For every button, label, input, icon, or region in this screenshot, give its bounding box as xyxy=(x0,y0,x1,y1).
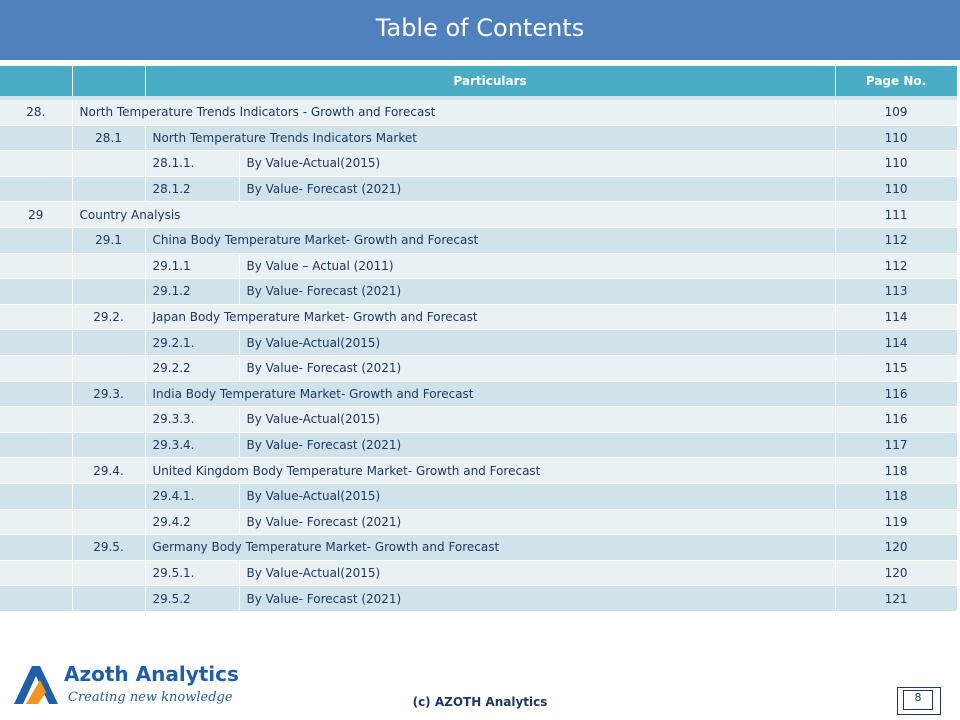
table-row xyxy=(0,407,957,433)
toc-subnumber-cell: 29.1 xyxy=(72,227,145,253)
toc-number-cell xyxy=(0,407,72,433)
toc-subnumber-cell: 29.4. xyxy=(72,458,145,484)
toc-page-cell: 112 xyxy=(835,227,957,253)
toc-title-cell: By Value-Actual(2015) xyxy=(239,330,835,356)
table-row xyxy=(0,151,957,177)
toc-number-cell xyxy=(0,151,72,177)
toc-number-cell: 29 xyxy=(0,202,72,228)
toc-subnumber-cell xyxy=(72,483,145,509)
toc-subsubnumber-cell: 29.4.1. xyxy=(145,483,239,509)
toc-number-cell xyxy=(0,483,72,509)
toc-title-cell: By Value- Forecast (2021) xyxy=(239,509,835,535)
toc-number-cell xyxy=(0,560,72,586)
toc-page-cell: 116 xyxy=(835,381,957,407)
toc-title-cell: North Temperature Trends Indicators - Growth and Forecast xyxy=(72,100,835,125)
toc-page-cell: 114 xyxy=(835,330,957,356)
toc-subnumber-cell xyxy=(72,176,145,202)
toc-subnumber-cell xyxy=(72,586,145,612)
toc-page-cell: 117 xyxy=(835,432,957,458)
table-row xyxy=(0,535,957,561)
toc-subsubnumber-cell: 29.1.1 xyxy=(145,253,239,279)
table-row xyxy=(0,330,957,356)
toc-number-cell xyxy=(0,509,72,535)
toc-subnumber-cell xyxy=(72,330,145,356)
toc-subnumber-cell xyxy=(72,279,145,305)
toc-title-cell: By Value-Actual(2015) xyxy=(239,483,835,509)
toc-number-cell xyxy=(0,125,72,151)
table-row xyxy=(0,458,957,484)
toc-title-cell: By Value- Forecast (2021) xyxy=(239,355,835,381)
toc-number-cell xyxy=(0,176,72,202)
toc-title-cell: By Value-Actual(2015) xyxy=(239,151,835,177)
toc-number-cell xyxy=(0,586,72,612)
table-row xyxy=(0,381,957,407)
table-row xyxy=(0,304,957,330)
logo-tagline: Creating new knowledge xyxy=(68,690,233,705)
table-row xyxy=(0,253,957,279)
toc-title-cell: By Value- Forecast (2021) xyxy=(239,279,835,305)
toc-subsubnumber-cell: 29.4.2 xyxy=(145,509,239,535)
page-title: Table of Contents xyxy=(375,14,585,42)
toc-number-cell xyxy=(0,253,72,279)
toc-subsubnumber-cell: 29.1.2 xyxy=(145,279,239,305)
toc-subsubnumber-cell: 29.5.2 xyxy=(145,586,239,612)
toc-page-cell: 110 xyxy=(835,176,957,202)
toc-page-cell: 120 xyxy=(835,560,957,586)
toc-number-cell xyxy=(0,458,72,484)
toc-subnumber-cell: 29.3. xyxy=(72,381,145,407)
toc-page-cell: 119 xyxy=(835,509,957,535)
toc-page-cell: 118 xyxy=(835,483,957,509)
toc-number-cell xyxy=(0,304,72,330)
toc-number-cell: 28. xyxy=(0,100,72,125)
title-bar xyxy=(0,0,960,60)
toc-subnumber-cell xyxy=(72,509,145,535)
toc-subsubnumber-cell: 29.5.1. xyxy=(145,560,239,586)
toc-subsubnumber-cell: 29.2.2 xyxy=(145,355,239,381)
table-row xyxy=(0,176,957,202)
toc-subsubnumber-cell: 29.3.3. xyxy=(145,407,239,433)
toc-number-cell xyxy=(0,330,72,356)
logo-brand-text: Azoth Analytics xyxy=(64,662,239,686)
table-row xyxy=(0,560,957,586)
toc-title-cell: By Value-Actual(2015) xyxy=(239,407,835,433)
toc-title-cell: By Value- Forecast (2021) xyxy=(239,432,835,458)
toc-page-cell: 115 xyxy=(835,355,957,381)
toc-number-cell xyxy=(0,381,72,407)
table-row xyxy=(0,227,957,253)
toc-title-cell: India Body Temperature Market- Growth and Forecast xyxy=(145,381,835,407)
table-row xyxy=(0,202,957,228)
col-header-page: Page No. xyxy=(835,66,957,96)
table-row xyxy=(0,125,957,151)
toc-table xyxy=(0,66,958,612)
page-number-box xyxy=(897,687,943,715)
col-header-number xyxy=(0,66,72,96)
toc-subsubnumber-cell: 28.1.2 xyxy=(145,176,239,202)
page-number: 8 xyxy=(903,690,933,710)
table-row xyxy=(0,509,957,535)
toc-subnumber-cell: 29.2. xyxy=(72,304,145,330)
toc-subsubnumber-cell: 28.1.1. xyxy=(145,151,239,177)
toc-page-cell: 110 xyxy=(835,125,957,151)
toc-subnumber-cell xyxy=(72,151,145,177)
toc-page-cell: 118 xyxy=(835,458,957,484)
toc-subnumber-cell xyxy=(72,253,145,279)
col-header-subnumber xyxy=(72,66,145,96)
toc-title-cell: United Kingdom Body Temperature Market- Growth and Forecast xyxy=(145,458,835,484)
toc-title-cell: North Temperature Trends Indicators Market xyxy=(145,125,835,151)
toc-title-cell: By Value- Forecast (2021) xyxy=(239,586,835,612)
toc-subsubnumber-cell: 29.3.4. xyxy=(145,432,239,458)
toc-page-cell: 121 xyxy=(835,586,957,612)
toc-title-cell: By Value – Actual (2011) xyxy=(239,253,835,279)
copyright-text: (c) AZOTH Analytics xyxy=(412,695,548,709)
toc-number-cell xyxy=(0,432,72,458)
table-header-row xyxy=(0,66,957,96)
toc-subnumber-cell: 28.1 xyxy=(72,125,145,151)
toc-title-cell: By Value-Actual(2015) xyxy=(239,560,835,586)
toc-subnumber-cell: 29.5. xyxy=(72,535,145,561)
toc-title-cell: By Value- Forecast (2021) xyxy=(239,176,835,202)
table-row xyxy=(0,432,957,458)
table-row xyxy=(0,355,957,381)
toc-title-cell: Germany Body Temperature Market- Growth and Forecast xyxy=(145,535,835,561)
toc-number-cell xyxy=(0,355,72,381)
table-row xyxy=(0,100,957,125)
toc-number-cell xyxy=(0,227,72,253)
toc-number-cell xyxy=(0,535,72,561)
toc-subnumber-cell xyxy=(72,407,145,433)
toc-page-cell: 110 xyxy=(835,151,957,177)
toc-subnumber-cell xyxy=(72,560,145,586)
toc-page-cell: 120 xyxy=(835,535,957,561)
toc-title-cell: China Body Temperature Market- Growth and Forecast xyxy=(145,227,835,253)
table-row xyxy=(0,483,957,509)
toc-page-cell: 116 xyxy=(835,407,957,433)
toc-page-cell: 113 xyxy=(835,279,957,305)
table-row xyxy=(0,279,957,305)
table-row xyxy=(0,586,957,612)
toc-page-cell: 114 xyxy=(835,304,957,330)
toc-title-cell: Japan Body Temperature Market- Growth and Forecast xyxy=(145,304,835,330)
col-header-particulars: Particulars xyxy=(145,66,835,96)
toc-number-cell xyxy=(0,279,72,305)
toc-subsubnumber-cell: 29.2.1. xyxy=(145,330,239,356)
toc-subnumber-cell xyxy=(72,432,145,458)
toc-title-cell: Country Analysis xyxy=(72,202,835,228)
toc-page-cell: 112 xyxy=(835,253,957,279)
toc-page-cell: 109 xyxy=(835,100,957,125)
toc-page-cell: 111 xyxy=(835,202,957,228)
toc-subnumber-cell xyxy=(72,355,145,381)
